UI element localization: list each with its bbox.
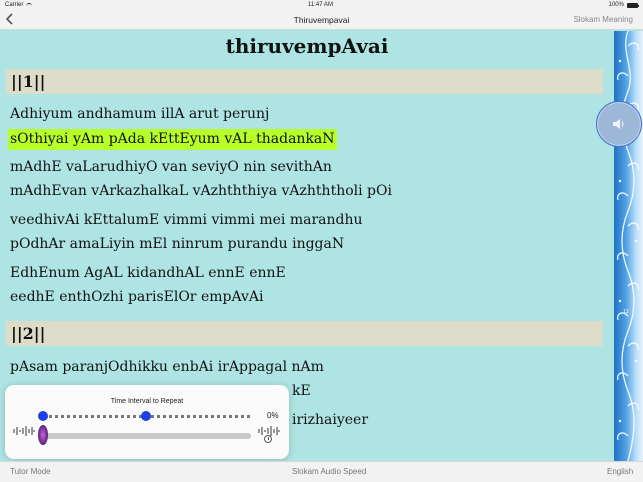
verse-number: ||1|| bbox=[11, 72, 46, 91]
page-number: 13 bbox=[623, 309, 629, 315]
playback-thumb[interactable] bbox=[38, 425, 48, 445]
status-time: 11:47 AM bbox=[308, 2, 333, 8]
wifi-icon bbox=[26, 3, 32, 7]
verse-header-2 bbox=[6, 321, 603, 346]
status-left bbox=[5, 2, 32, 8]
nav-bar bbox=[0, 10, 643, 30]
interval-start-thumb[interactable] bbox=[38, 411, 48, 421]
waveform-icon bbox=[13, 425, 35, 437]
battery-icon bbox=[627, 3, 638, 8]
battery-percent: 100% bbox=[608, 2, 624, 8]
status-right bbox=[609, 2, 638, 8]
audio-speed-button[interactable]: Slokam Audio Speed bbox=[292, 467, 367, 476]
carrier-label: Carrier bbox=[5, 2, 24, 8]
repeat-interval-popup bbox=[5, 385, 289, 459]
verse-line-highlighted[interactable]: sOthiyai yAm pAda kEttEyum vAL thadankaN bbox=[8, 129, 337, 150]
verse-number: ||2|| bbox=[11, 324, 46, 343]
bottom-toolbar bbox=[0, 461, 643, 482]
nav-title: Thiruvempavai bbox=[293, 15, 350, 25]
verse-line[interactable]: eedhE enthOzhi parisElOr empAvAi bbox=[10, 289, 264, 305]
speaker-icon bbox=[611, 116, 627, 132]
verse-line[interactable]: mAdhE vaLarudhiyO van seviyO nin sevithAn bbox=[10, 159, 332, 175]
verse-line[interactable]: EdhEnum AgAL kidandhAL ennE ennE bbox=[10, 265, 286, 281]
page-title: thiruvempAvai bbox=[225, 34, 389, 58]
decorative-border bbox=[614, 31, 643, 461]
verse-header-1 bbox=[6, 69, 603, 94]
popup-title: Time Interval to Repeat bbox=[110, 398, 184, 405]
verse-line[interactable]: kE bbox=[292, 383, 311, 399]
speaker-button[interactable] bbox=[596, 101, 642, 147]
verse-line[interactable]: Adhiyum andhamum illA arut perunj bbox=[10, 106, 270, 122]
slokam-meaning-button[interactable]: Slokam Meaning bbox=[573, 15, 633, 24]
verse-line[interactable]: veedhivAi kEttalumE vimmi vimmi mei marandhu bbox=[10, 212, 363, 228]
vine-ornament-icon bbox=[614, 31, 643, 461]
verse-line[interactable]: pOdhAr amaLiyin mEl ninrum purandu inggaN bbox=[10, 236, 345, 252]
status-bar bbox=[0, 0, 643, 10]
clock-icon bbox=[264, 435, 272, 443]
language-button[interactable]: English bbox=[607, 467, 634, 476]
verse-line[interactable]: pAsam paranjOdhikku enbAi irAppagal nAm bbox=[10, 359, 324, 375]
verse-line[interactable]: mAdhEvan vArkazhalkaL vAzhththiya vAzhththoli pOi bbox=[10, 183, 392, 199]
tutor-mode-button[interactable]: Tutor Mode bbox=[10, 467, 51, 476]
verse-line[interactable]: irizhaiyeer bbox=[292, 412, 369, 428]
interval-end-thumb[interactable] bbox=[141, 411, 151, 421]
playback-track[interactable] bbox=[43, 433, 251, 439]
interval-percent: 0% bbox=[267, 411, 279, 420]
